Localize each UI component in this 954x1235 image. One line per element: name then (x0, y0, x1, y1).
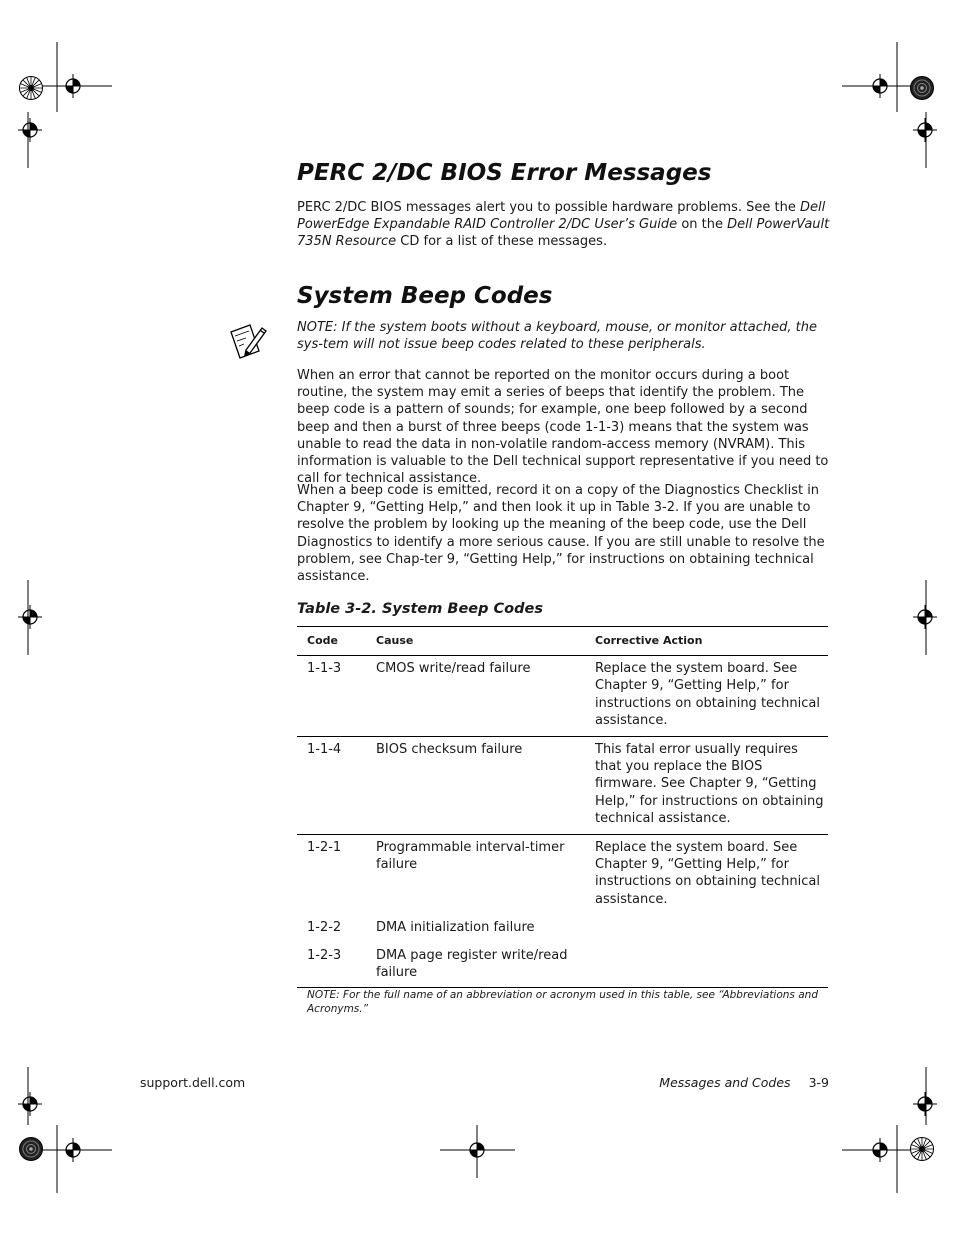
footer-section: Messages and Codes (659, 1075, 791, 1090)
code-cell: 1-2-1 (307, 840, 342, 856)
table-row (297, 915, 828, 943)
section-title-perc: PERC 2/DC BIOS Error Messages (297, 160, 712, 186)
footer-running-head (659, 1075, 829, 1090)
code-cell: 1-2-2 (307, 919, 342, 935)
table-footnote: NOTE: For the full name of an abbreviation or acronym used in this table, see “Abbreviations and Acronyms.” (307, 989, 818, 1015)
action-cell (585, 915, 828, 943)
beep-codes-para-2: When a beep code is emitted, record it on a copy of the Diagnostics Checklist in Chapter 9, “Getting Help,” and then look it up in Table 3-2. If you are unable to resolve the problem by looking up the meaning of the beep code, use the Dell Diagnostics to identify a more serious cause. If you are still unable to resolve the problem, see Chap-ter 9, “Getting Help,” for instructions on obtaining technical assistance. (297, 483, 825, 585)
beep-codes-para-1: When an error that cannot be reported on the monitor occurs during a boot routine, the system may emit a series of beeps that identify the problem. The beep code is a pattern of sounds; for example, one beep followed by a second beep and then a burst of three beeps (code 1-1-3) means that the system was unable to read the data in non-volatile random-access memory (NVRAM). This information is valuable to the Dell technical support representative if you need to call for technical assistance. (297, 368, 829, 487)
action-cell: Replace the system board. See Chapter 9, “Getting Help,” for instructions on obtaining technical assistance. (585, 656, 828, 737)
table-row (297, 656, 828, 737)
note-pencil-icon (228, 322, 268, 364)
table-header-row (297, 627, 828, 656)
code-cell: 1-1-4 (297, 737, 366, 835)
perc-body-text: PERC 2/DC BIOS messages alert you to possible hardware problems. See the Dell PowerEdge Expandable RAID Controller 2/DC User’s Guide on the Dell PowerVault 735N Resource CD for a list of these messages. (297, 200, 830, 250)
footer-website: support.dell.com (140, 1075, 246, 1090)
table-row (297, 943, 828, 988)
cause-cell: Programmable interval-timer failure (376, 840, 565, 873)
cause-cell: DMA initialization failure (376, 919, 535, 935)
header-code: Code (297, 627, 366, 656)
section-title-beep-codes: System Beep Codes (297, 283, 553, 309)
beep-codes-note: NOTE: If the system boots without a keyboard, mouse, or monitor attached, the sys-tem will not issue beep codes related to these peripherals. (297, 320, 817, 353)
cause-cell: BIOS checksum failure (366, 737, 585, 835)
action-cell: Replace the system board. See Chapter 9, “Getting Help,” for instructions on obtaining technical assistance. (595, 840, 820, 907)
table-row (297, 835, 828, 915)
cause-cell: CMOS write/read failure (366, 656, 585, 737)
action-cell: This fatal error usually requires that you replace the BIOS firmware. See Chapter 9, “Getting Help,” for instructions on obtaining technical assistance. (585, 737, 828, 835)
header-corrective-action: Corrective Action (585, 627, 828, 656)
action-cell (585, 943, 828, 988)
beep-codes-table (297, 626, 828, 988)
page-number: 3-9 (808, 1075, 829, 1090)
code-cell: 1-2-3 (297, 943, 366, 988)
code-cell: 1-1-3 (297, 656, 366, 737)
cause-cell: DMA page register write/read failure (366, 943, 585, 988)
table-row (297, 737, 828, 835)
table-caption: Table 3-2. System Beep Codes (297, 601, 543, 617)
header-cause: Cause (366, 627, 585, 656)
